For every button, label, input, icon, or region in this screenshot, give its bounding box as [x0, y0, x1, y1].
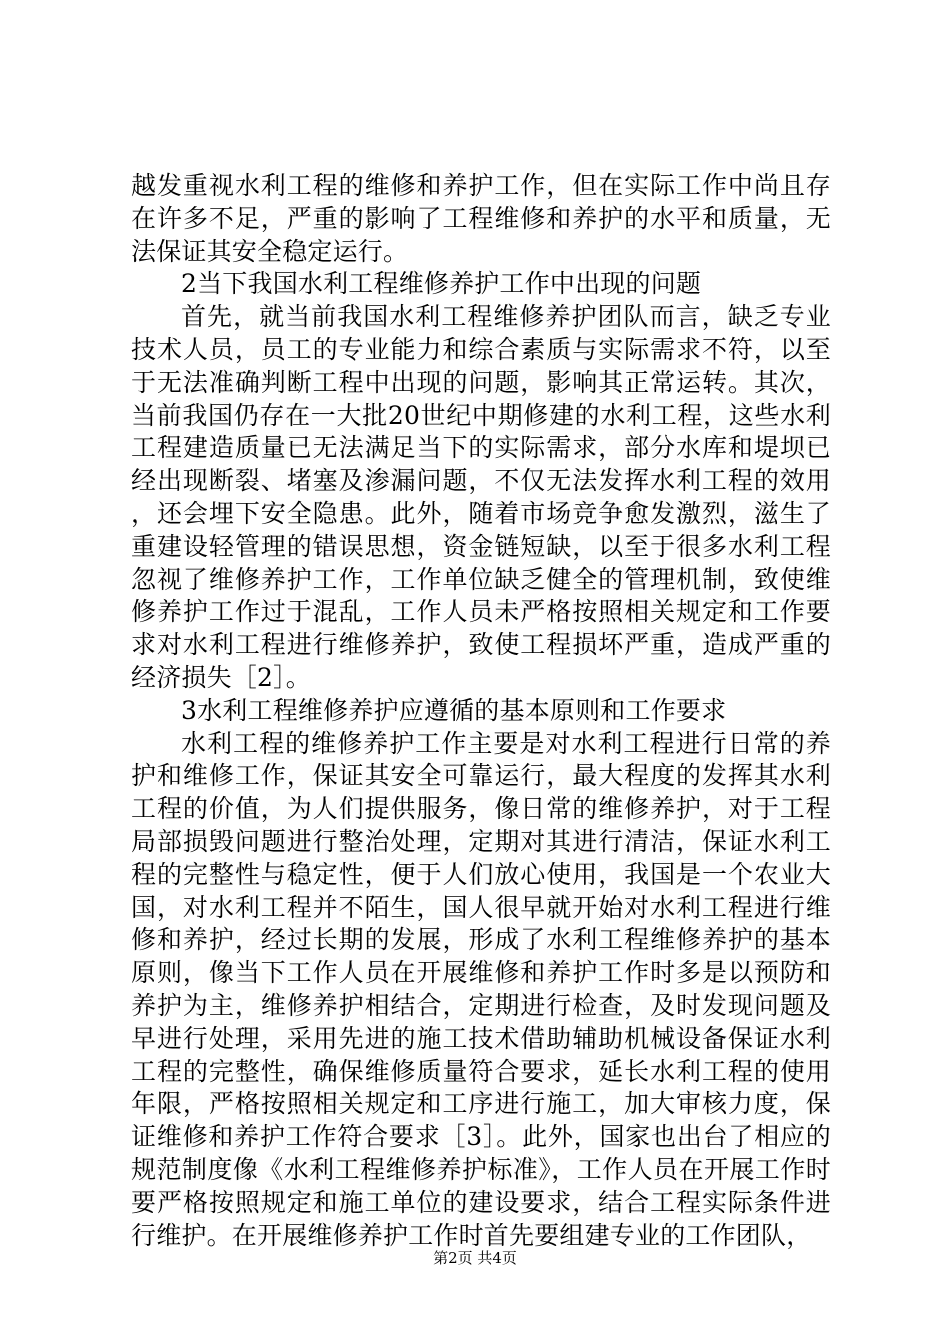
section-heading-2: 2当下我国水利工程维修养护工作中出现的问题 [181, 269, 702, 299]
section-heading-3: 3水利工程维修养护应遵循的基本原则和工作要求 [181, 695, 727, 725]
paragraph-problems: 首先，就当前我国水利工程维修养护团队而言，缺乏专业技术人员，员工的专业能力和综合素质与实际需求不符，以至于无法准确判断工程中出现的问题，影响其正常运转。其次，当前我国仍存在一大批20世纪中期修建的水利工程，这些水利工程建造质量已无法满足当下的实际需求，部分水库和堤坝已经出现断裂、堵塞及渗漏问题，不仅无法发挥水利工程的效用，还会埋下安全隐患。此外，随着市场竞争愈发激烈，滋生了重建设轻管理的错误思想，资金链短缺，以至于很多水利工程忽视了维修养护工作，工作单位缺乏健全的管理机制，致使维修养护工作过于混乱，工作人员未严格按照相关规定和工作要求对水利工程进行维修养护，致使工程损坏严重，造成严重的经济损失［2］。 [131, 302, 831, 692]
page-number-footer: 第2页 共4页 [433, 1249, 517, 1267]
document-body [131, 170, 831, 1252]
paragraph-intro-continuation: 越发重视水利工程的维修和养护工作，但在实际工作中尚且存在许多不足，严重的影响了工程维修和养护的水平和质量，无法保证其安全稳定运行。 [131, 171, 831, 266]
paragraph-principles: 水利工程的维修养护工作主要是对水利工程进行日常的养护和维修工作，保证其安全可靠运行，最大程度的发挥其水利工程的价值，为人们提供服务，像日常的维修养护，对于工程局部损毁问题进行整治处理，定期对其进行清洁，保证水利工程的完整性与稳定性，便于人们放心使用，我国是一个农业大国，对水利工程并不陌生，国人很早就开始对水利工程进行维修和养护，经过长期的发展，形成了水利工程维修养护的基本原则，像当下工作人员在开展维修和养护工作时多是以预防和养护为主，维修养护相结合，定期进行检查，及时发现问题及早进行处理，采用先进的施工技术借助辅助机械设备保证水利工程的完整性，确保维修质量符合要求，延长水利工程的使用年限，严格按照相关规定和工序进行施工，加大审核力度，保证维修和养护工作符合要求［3］。此外，国家也出台了相应的规范制度像《水利工程维修养护标准》，工作人员在开展工作时要严格按照规定和施工单位的建设要求，结合工程实际条件进行维护。在开展维修养护工作时首先要组建专业的工作团队， [131, 728, 831, 1250]
